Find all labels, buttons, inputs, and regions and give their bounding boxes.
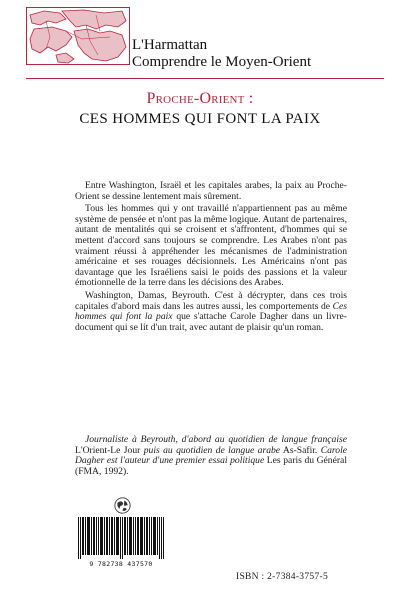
series-divider: [26, 78, 384, 79]
globe-icon: [114, 497, 131, 514]
summary-text: que s'attache Carole Dagher dans un livre-document qui se lit d'un trait, avec autant de plaisir qu'un roman.: [75, 311, 347, 333]
barcode: [78, 517, 164, 559]
publisher-name: L'Harmattan: [132, 37, 208, 53]
isbn: ISBN : 2-7384-3757-5: [236, 572, 329, 582]
bio-paragraph: [75, 435, 347, 477]
bio-text-italic: Carole Dagher est l'auteur d'une premier essai politique: [75, 444, 347, 467]
book-title-line1: Proche-Orient :: [146, 90, 254, 107]
bio-newspaper: L'Orient-Le Jour: [75, 444, 144, 456]
summary-paragraph: Entre Washington, Israël et les capitales arabes, la paix au Proche-Orient se dessine lentement mais sûrement.: [75, 180, 347, 202]
bio-text-italic: Journaliste à Beyrouth, d'abord au quotidien de langue française: [85, 434, 347, 445]
summary-paragraph: [75, 291, 347, 333]
series-title: Comprendre le Moyen-Orient: [132, 54, 312, 70]
bio-book: Les paris du Général (FMA, 1992).: [75, 455, 347, 477]
summary-paragraph: Tous les hommes qui y ont travaillé n'appartiennent pas au même système de pensée et n'ont pas la même logique. Autant de partenaires, autant de mentalités qui se croisent et s'affrontent, d'hommes qui se mettent d'accord sans toujours se comprendre. Les Arabes n'ont pas vraiment réussi à appréhender les mécanismes de l'administration américaine et ses rouages décisionnels. Les Américains n'ont pas davantage que les Israéliens saisi le poids des passions et la valeur émotionnelle de la terre dans les décisions des Arabes.: [75, 203, 347, 289]
book-summary: [75, 181, 347, 335]
bio-text-italic: puis au quotidien de langue arabe: [143, 444, 281, 456]
bio-newspaper: As-Safir.: [280, 444, 321, 456]
barcode-digits: 9 782738 437570: [89, 560, 153, 568]
middle-east-map-icon: [26, 7, 130, 65]
author-bio: [75, 435, 347, 477]
summary-text: Washington, Damas, Beyrouth. C'est à décrypter, dans ces trois capitales d'abord mais dans les autres aussi, les comportements de: [75, 289, 347, 312]
book-title-line2: CES HOMMES QUI FONT LA PAIX: [79, 111, 321, 127]
summary-book-title: Ces hommes qui font la paix: [75, 300, 347, 323]
